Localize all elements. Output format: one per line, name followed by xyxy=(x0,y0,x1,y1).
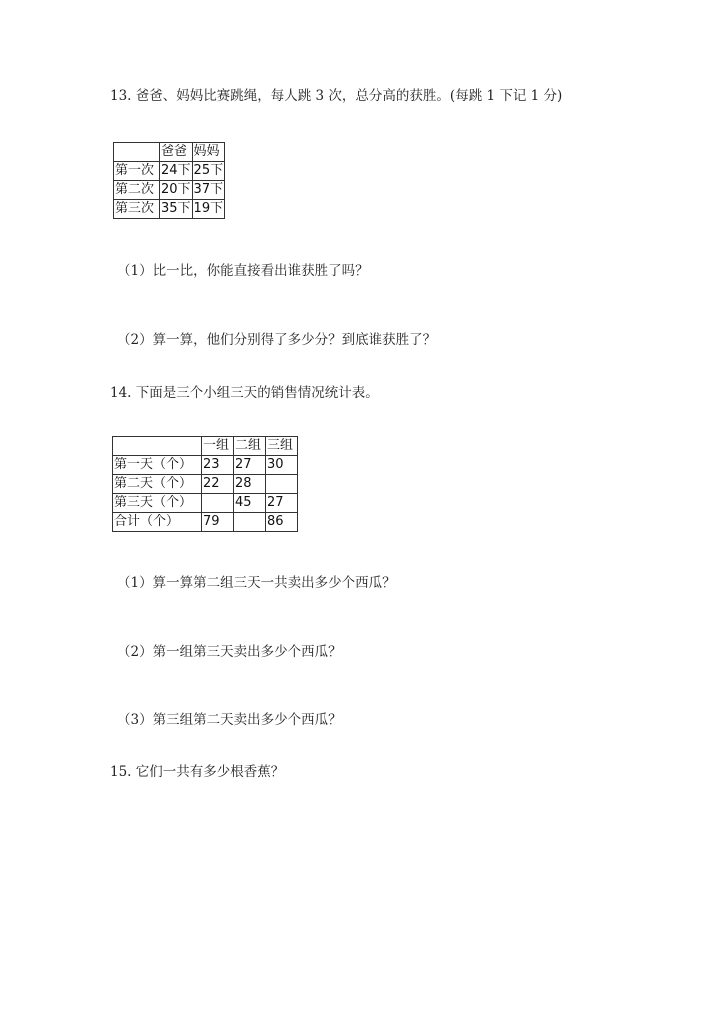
question-15-title: 15. 它们一共有多少根香蕉？ xyxy=(110,764,285,780)
table-row xyxy=(113,513,298,532)
table-cell: 第二次 xyxy=(114,181,160,200)
table-header-cell: 三组 xyxy=(266,437,298,456)
table-cell: 合计（个） xyxy=(113,513,202,532)
table-cell: 28 xyxy=(234,475,266,494)
table-cell: 25下 xyxy=(192,162,225,181)
table-header-cell: 一组 xyxy=(202,437,234,456)
question-14-sub2: （2）第一组第三天卖出多少个西瓜？ xyxy=(117,644,342,660)
table-cell: 45 xyxy=(234,494,266,513)
table-cell: 37下 xyxy=(192,181,225,200)
table-row xyxy=(114,181,225,200)
table-cell xyxy=(266,475,298,494)
table-cell: 19下 xyxy=(192,200,225,219)
table-header-cell: 妈妈 xyxy=(192,143,225,162)
table-cell xyxy=(113,437,202,456)
table-cell xyxy=(202,494,234,513)
watermelon-sales-table xyxy=(112,436,298,532)
table-cell: 27 xyxy=(234,456,266,475)
table-header-cell: 爸爸 xyxy=(160,143,193,162)
table-cell: 35下 xyxy=(160,200,193,219)
table-cell: 23 xyxy=(202,456,234,475)
table-cell: 第三天（个） xyxy=(113,494,202,513)
table-cell xyxy=(114,143,160,162)
table-row xyxy=(114,162,225,181)
table-cell: 第二天（个） xyxy=(113,475,202,494)
table-cell: 第三次 xyxy=(114,200,160,219)
table-cell: 86 xyxy=(266,513,298,532)
table-cell: 22 xyxy=(202,475,234,494)
table-cell: 第一次 xyxy=(114,162,160,181)
table-cell: 20下 xyxy=(160,181,193,200)
table-cell: 30 xyxy=(266,456,298,475)
table-cell: 27 xyxy=(266,494,298,513)
table-row xyxy=(113,475,298,494)
table-row xyxy=(113,494,298,513)
table-row xyxy=(114,200,225,219)
question-14-sub3: （3）第三组第二天卖出多少个西瓜？ xyxy=(117,712,342,728)
question-14-title: 14. 下面是三个小组三天的销售情况统计表。 xyxy=(110,385,379,401)
table-cell: 24下 xyxy=(160,162,193,181)
question-14-sub1: （1）算一算第二组三天一共卖出多少个西瓜？ xyxy=(117,575,396,591)
table-cell: 第一天（个） xyxy=(113,456,202,475)
table-cell: 79 xyxy=(202,513,234,532)
rope-skipping-table xyxy=(113,142,225,219)
question-13-title: 13. 爸爸、妈妈比赛跳绳，每人跳 3 次，总分高的获胜。(每跳 1 下记 1 分) xyxy=(110,88,563,104)
question-13-sub1: （1）比一比，你能直接看出谁获胜了吗？ xyxy=(117,263,369,279)
table-header-row xyxy=(113,437,298,456)
table-header-cell: 二组 xyxy=(234,437,266,456)
table-row xyxy=(113,456,298,475)
table-header-row xyxy=(114,143,225,162)
table-cell xyxy=(234,513,266,532)
question-13-sub2: （2）算一算，他们分别得了多少分？到底谁获胜了？ xyxy=(117,332,437,348)
